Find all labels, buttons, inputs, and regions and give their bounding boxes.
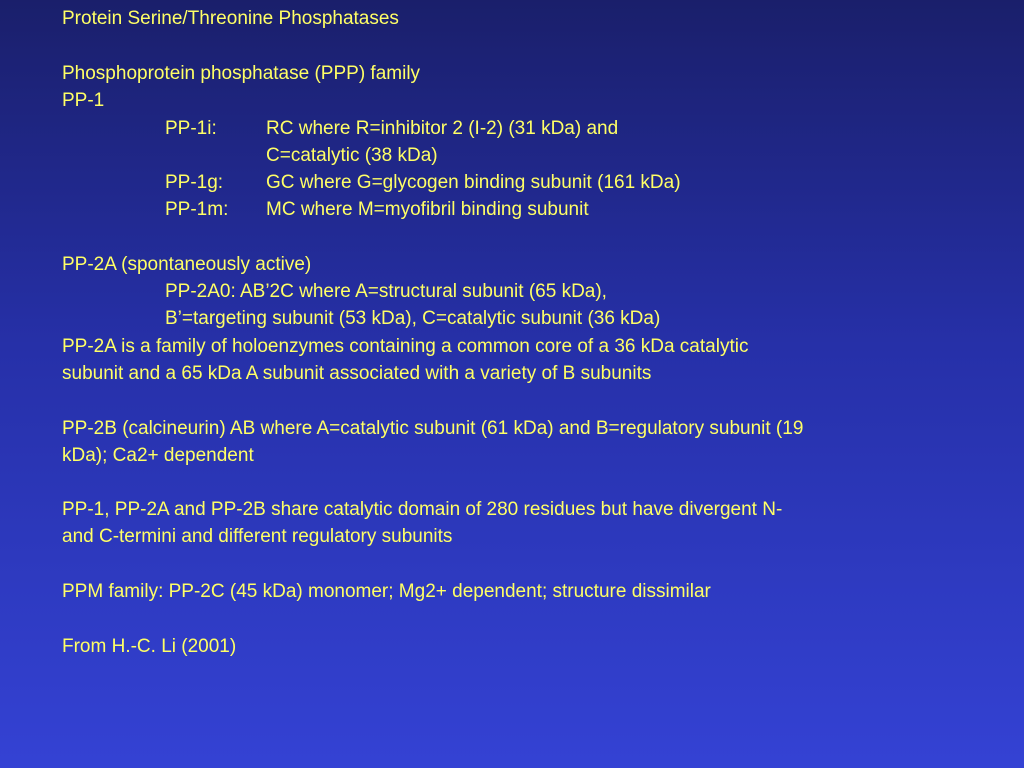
shared-line1: PP-1, PP-2A and PP-2B share catalytic domain of 280 residues but have divergent N-: [62, 499, 783, 520]
pp1g-label: PP-1g:: [165, 172, 224, 193]
shared-line2: and C-termini and different regulatory subunits: [62, 526, 453, 547]
ppm-family: PPM family: PP-2C (45 kDa) monomer; Mg2+ dependent; structure dissimilar: [62, 581, 711, 602]
source-citation: From H.-C. Li (2001): [62, 636, 237, 657]
ppp-heading: Phosphoprotein phosphatase (PPP) family: [62, 63, 421, 84]
pp1i-desc-cont: C=catalytic (38 kDa): [266, 145, 438, 166]
pp2a0-line1: PP-2A0: AB’2C where A=structural subunit (65 kDa),: [165, 281, 607, 302]
slide-title: Protein Serine/Threonine Phosphatases: [62, 8, 399, 29]
pp2a0-line2: B’=targeting subunit (53 kDa), C=catalytic subunit (36 kDa): [165, 308, 661, 329]
pp1g-desc: GC where G=glycogen binding subunit (161 kDa): [266, 172, 681, 193]
pp1i-label: PP-1i:: [165, 118, 217, 139]
pp1-heading: PP-1: [62, 90, 105, 111]
pp1m-desc: MC where M=myofibril binding subunit: [266, 199, 589, 220]
pp1m-label: PP-1m:: [165, 199, 229, 220]
pp1i-desc: RC where R=inhibitor 2 (I-2) (31 kDa) and: [266, 118, 619, 139]
pp2a-desc-line1: PP-2A is a family of holoenzymes containing a common core of a 36 kDa catalytic: [62, 336, 749, 357]
pp2b-line2: kDa); Ca2+ dependent: [62, 445, 254, 466]
pp2a-desc-line2: subunit and a 65 kDa A subunit associated with a variety of B subunits: [62, 363, 652, 384]
pp2a-heading: PP-2A (spontaneously active): [62, 254, 312, 275]
pp2b-line1: PP-2B (calcineurin) AB where A=catalytic subunit (61 kDa) and B=regulatory subunit (19: [62, 418, 804, 439]
